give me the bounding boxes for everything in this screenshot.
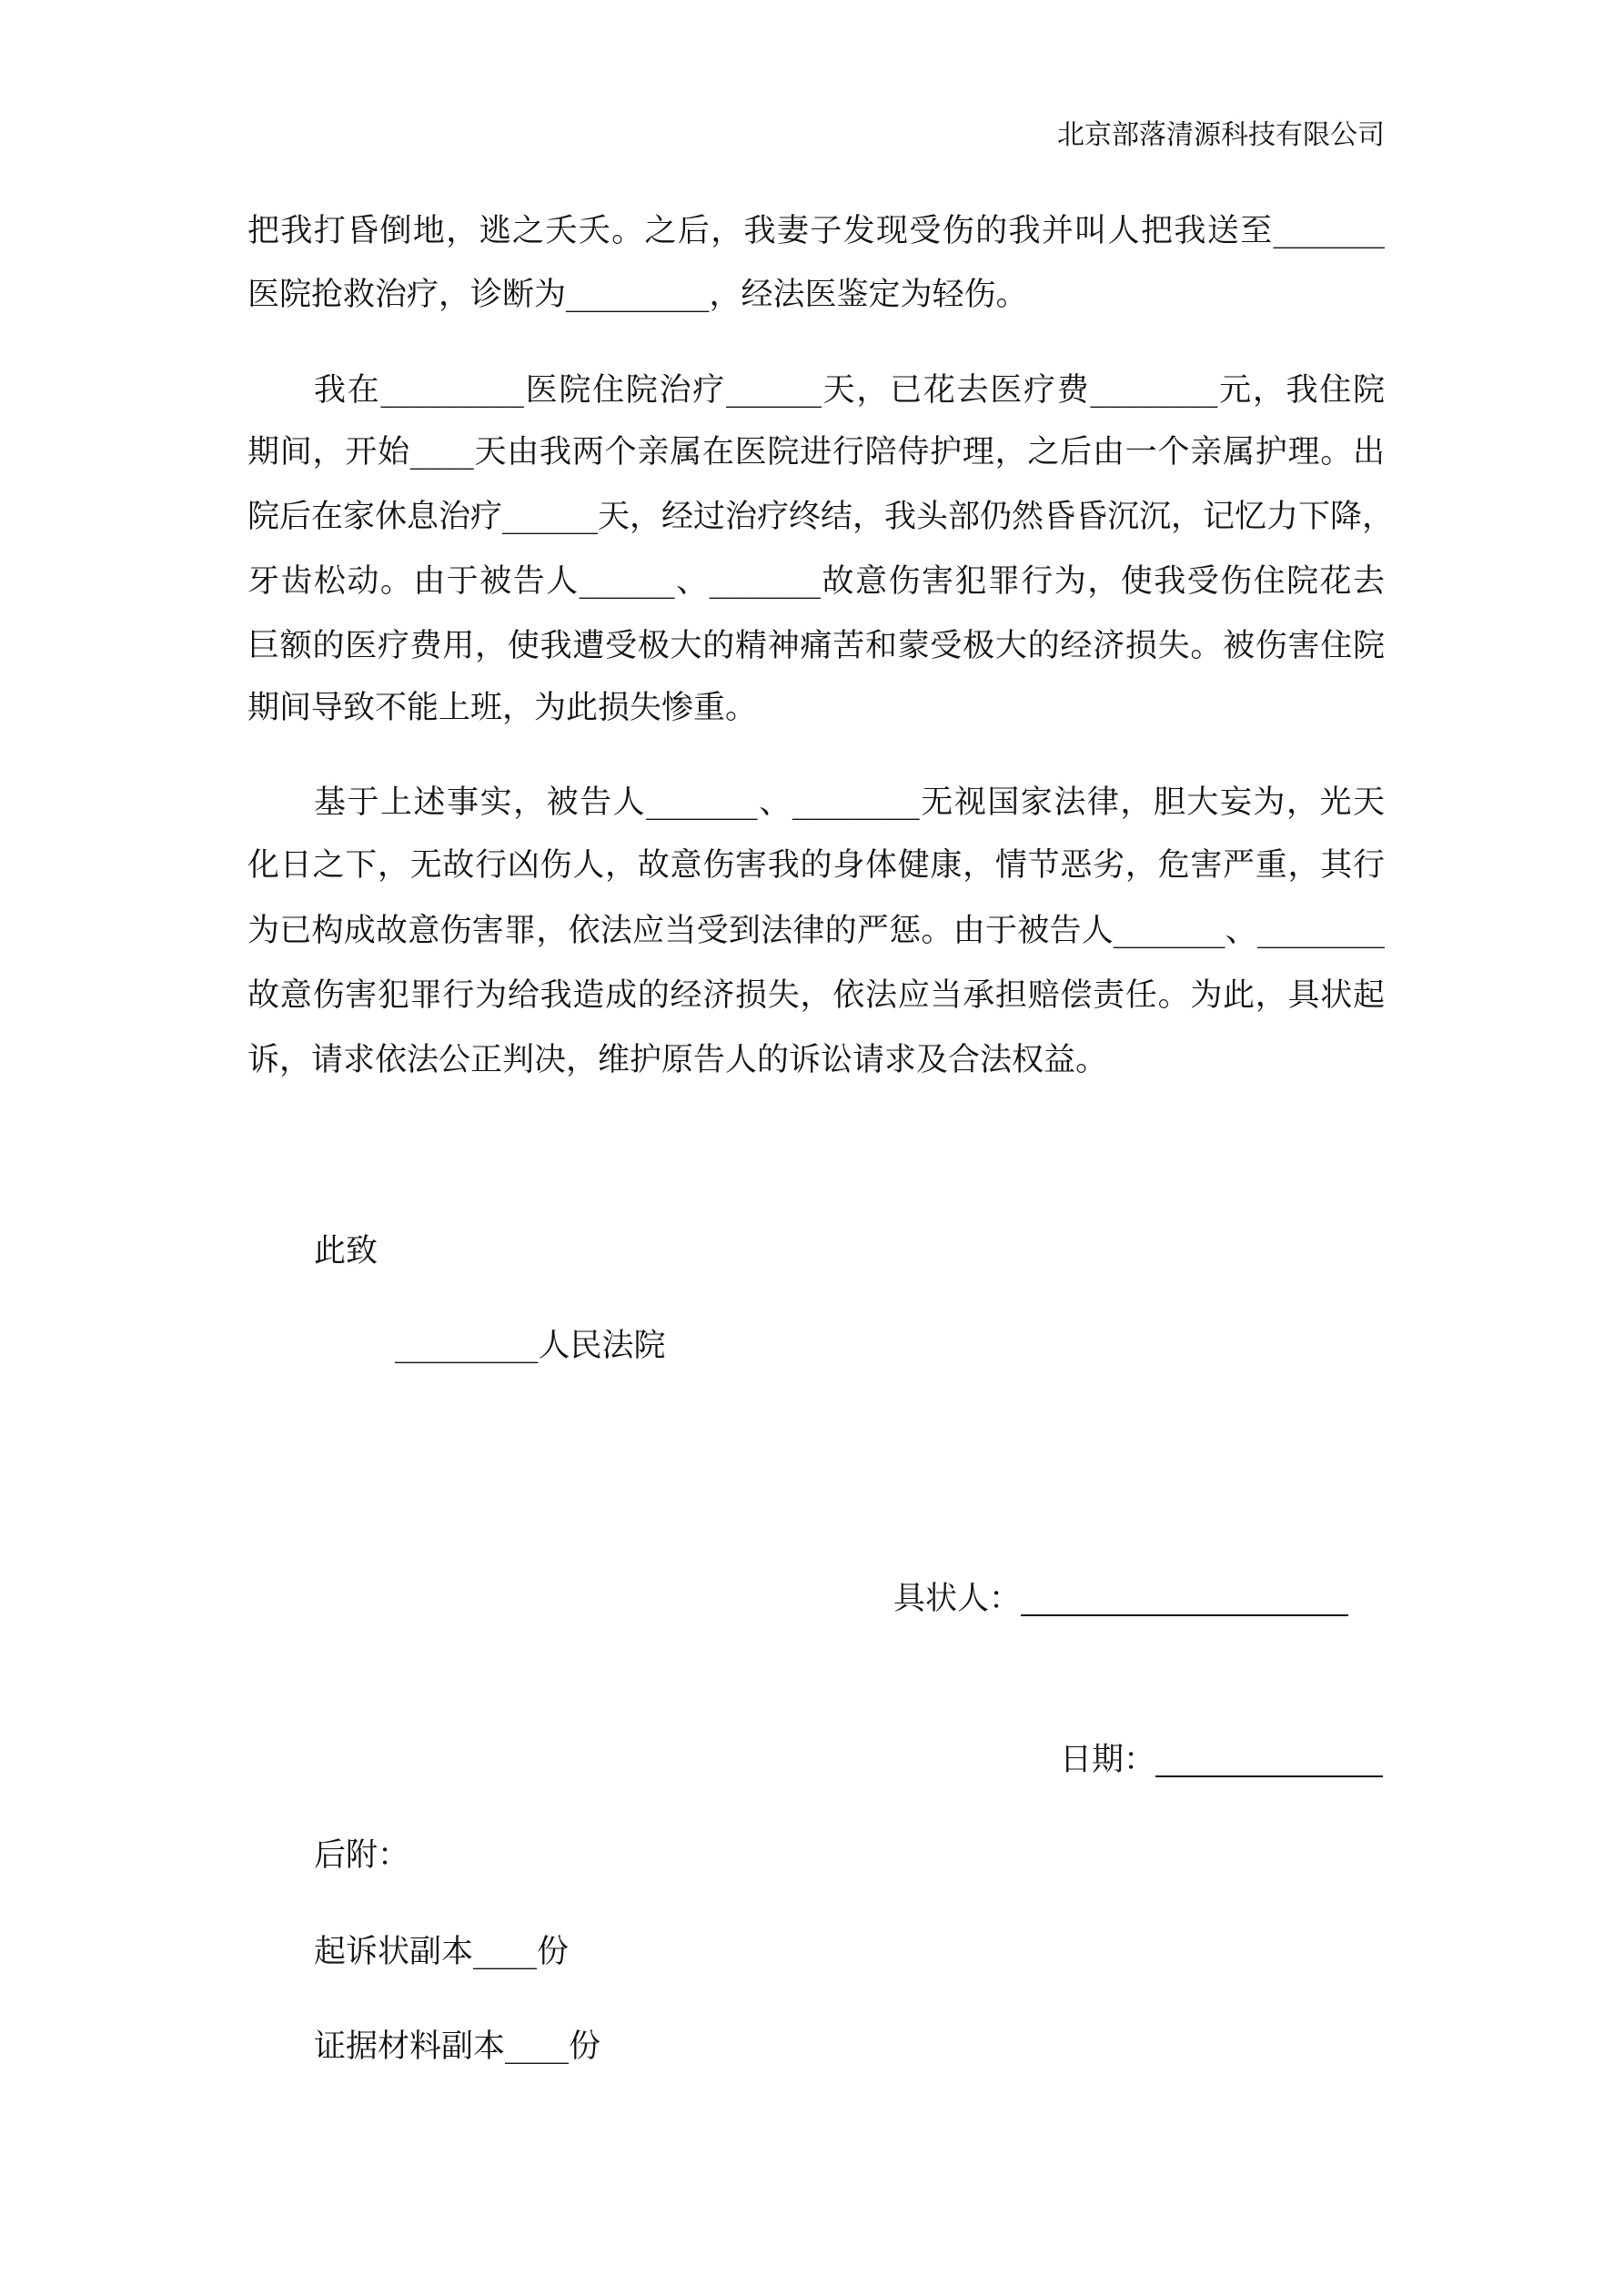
p3-line: 为已构成故意伤害罪，依法应当受到法律的严惩。由于被告人_______、________ bbox=[247, 913, 1385, 949]
attachment-item: 证据材料副本____份 bbox=[314, 2028, 601, 2065]
date-blank bbox=[1155, 1745, 1383, 1777]
p2-line: 巨额的医疗费用，使我遭受极大的精神痛苦和蒙受极大的经济损失。被伤害住院 bbox=[247, 628, 1385, 664]
salutation: 此致 bbox=[314, 1233, 378, 1269]
plaintiff-label: 具状人： bbox=[893, 1581, 1022, 1617]
attachment-item: 起诉状副本____份 bbox=[314, 1934, 570, 1970]
court-line: _________人民法院 bbox=[395, 1328, 666, 1364]
p2-line: 期间导致不能上班，为此损失惨重。 bbox=[247, 690, 758, 726]
p1-line: 把我打昏倒地，逃之夭夭。之后，我妻子发现受伤的我并叫人把我送至_______ bbox=[247, 213, 1385, 249]
date-signature bbox=[1060, 1737, 1383, 1783]
p3-line: 化日之下，无故行凶伤人，故意伤害我的身体健康，情节恶劣，危害严重，其行 bbox=[247, 847, 1385, 884]
p3-line: 基于上述事实，被告人_______、________无视国家法律，胆大妄为，光天 bbox=[314, 784, 1385, 821]
p2-line: 我在_________医院住院治疗______天，已花去医疗费________元，我住院 bbox=[314, 372, 1385, 409]
p3-line: 故意伤害犯罪行为给我造成的经济损失，依法应当承担赔偿责任。为此，具状起 bbox=[247, 977, 1385, 1014]
p2-line: 期间，开始____天由我两个亲属在医院进行陪侍护理，之后由一个亲属护理。出 bbox=[247, 434, 1385, 470]
p2-line: 牙齿松动。由于被告人______、_______故意伤害犯罪行为，使我受伤住院花去 bbox=[247, 563, 1385, 600]
company-header: 北京部落清源科技有限公司 bbox=[1057, 119, 1385, 151]
p3-line: 诉，请求依法公正判决，维护原告人的诉讼请求及合法权益。 bbox=[247, 1042, 1108, 1078]
date-label: 日期： bbox=[1060, 1742, 1156, 1778]
p2-line: 院后在家休息治疗______天，经过治疗终结，我头部仍然昏昏沉沉，记忆力下降， bbox=[247, 499, 1395, 535]
plaintiff-blank bbox=[1021, 1583, 1348, 1616]
attachments-label: 后附： bbox=[314, 1837, 410, 1874]
p1-line: 医院抢救治疗，诊断为_________，经法医鉴定为轻伤。 bbox=[247, 277, 1028, 313]
plaintiff-signature bbox=[893, 1576, 1348, 1622]
